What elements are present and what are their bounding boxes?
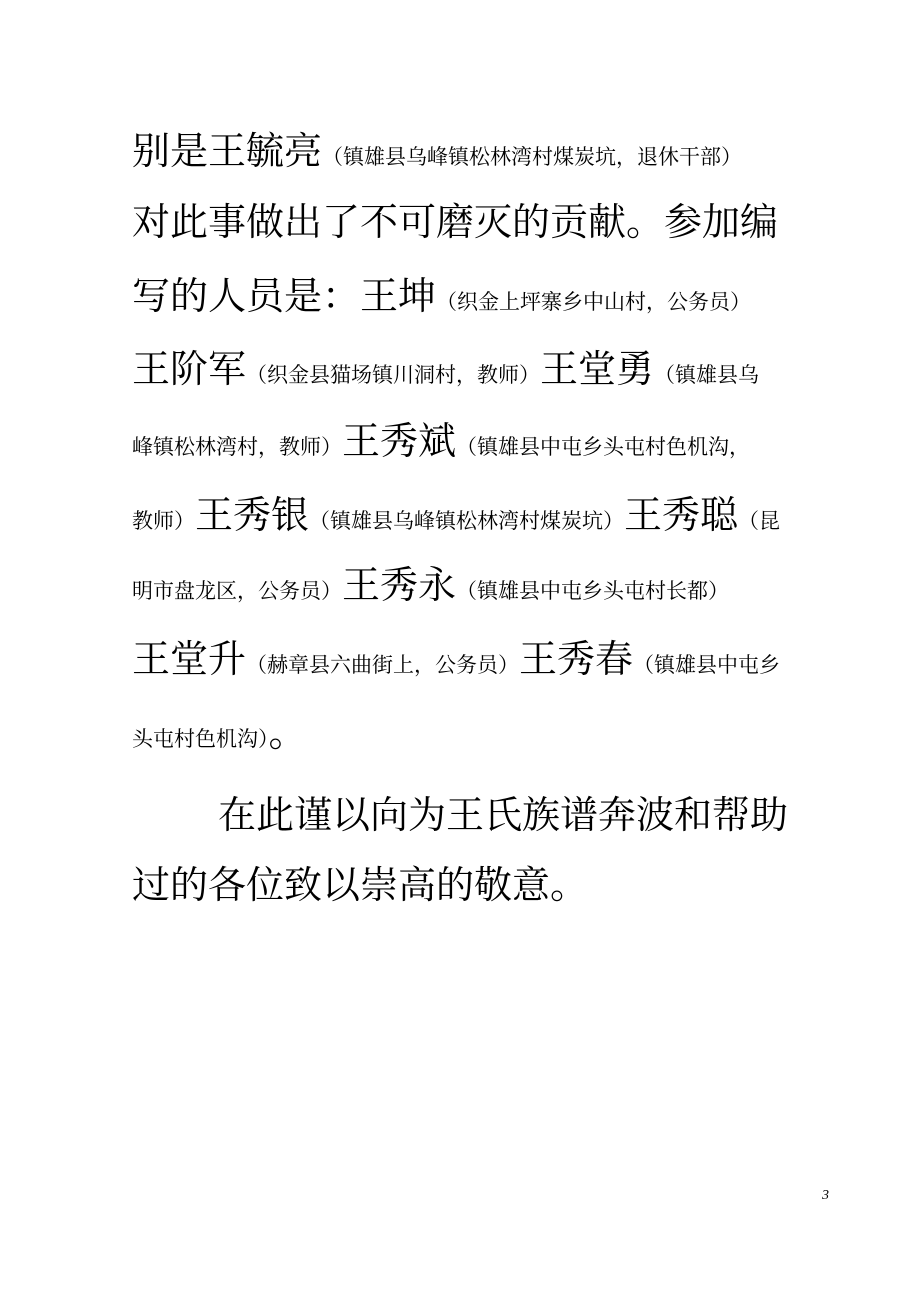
name-wang-xiucong: 王秀聪 (624, 493, 739, 537)
text-period: 。 (268, 711, 307, 755)
name-wang-xiuyin: 王秀银 (195, 493, 310, 537)
text-annotation: 明市盘龙区，公务员） (132, 579, 342, 603)
text-annotation: （镇雄县乌峰镇松林湾村煤炭坑，退休干部） (322, 145, 743, 169)
text-annotation: （织金县猫场镇川洞村，教师） (246, 363, 541, 387)
text-annotation: （镇雄县中屯乡头屯村色机沟， (456, 435, 751, 459)
name-wang-xiubin: 王秀斌 (342, 419, 457, 463)
text-annotation: 峰镇松林湾村，教师） (132, 435, 342, 459)
text-large: 对此事做出了不可磨灭的贡献。参加编 (132, 200, 779, 244)
text-line-8 (132, 637, 832, 681)
text-annotation: （镇雄县乌 (654, 363, 760, 387)
text-annotation: 头屯村色机沟） (132, 727, 269, 751)
text-line-3 (132, 274, 832, 318)
text-line-4 (132, 347, 832, 391)
page-number: 3 (822, 1188, 829, 1203)
text-annotation: （昆 (738, 509, 781, 533)
text-line-1 (132, 129, 832, 173)
paragraph-2-line-2: 过的各位致以崇高的敬意。 (132, 863, 589, 907)
text-line-2 (132, 200, 832, 244)
text-line-5 (132, 419, 832, 463)
paragraph-2-line-1: 在此谨以向为王氏族谱奔波和帮助 (218, 793, 789, 837)
text-annotation: （赫章县六曲街上，公务员） (246, 653, 520, 677)
text-large: 别是王毓亮 (132, 129, 323, 173)
text-annotation: 教师） (132, 509, 195, 533)
name-wang-tangyong: 王堂勇 (540, 347, 655, 391)
text-line-9 (132, 711, 832, 755)
name-wang-xiuchun: 王秀春 (519, 637, 634, 681)
name-wang-tangsheng: 王堂升 (132, 637, 247, 681)
text-annotation: （织金上坪寨乡中山村，公务员） (436, 290, 752, 314)
text-line-7 (132, 563, 832, 607)
name-wang-jiejun: 王阶军 (132, 347, 247, 391)
text-line-6 (132, 493, 832, 537)
text-annotation: （镇雄县乌峰镇松林湾村煤炭坑） (309, 509, 625, 533)
text-annotation: （镇雄县中屯乡 (633, 653, 781, 677)
text-large: 写的人员是：王坤 (132, 274, 437, 318)
text-annotation: （镇雄县中屯乡头屯村长都） (456, 579, 730, 603)
name-wang-xiuyong: 王秀永 (342, 563, 457, 607)
